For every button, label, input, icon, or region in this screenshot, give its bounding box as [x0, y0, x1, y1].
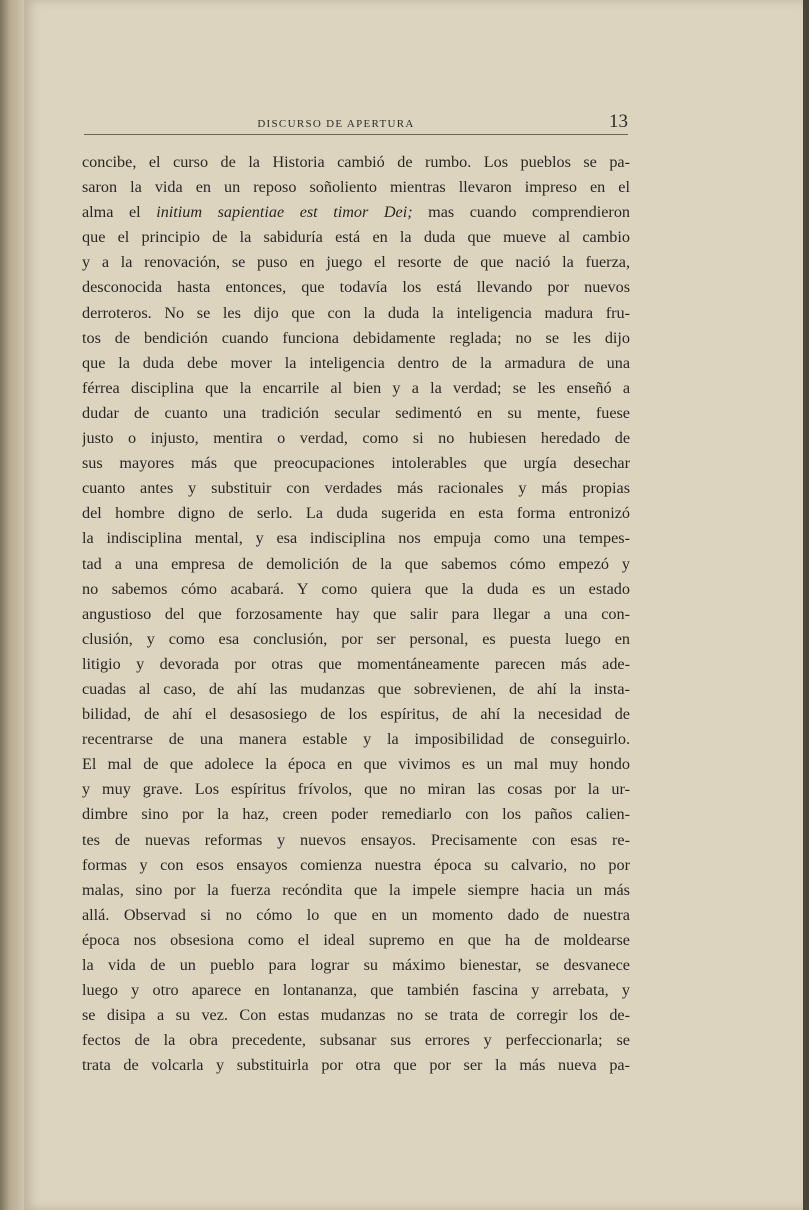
- scan-edge-right: [803, 0, 809, 1210]
- text-segment: alma el: [82, 203, 157, 222]
- text-line: [82, 401, 630, 426]
- text-segment: la indisciplina mental, y esa indisciplina nos empuja como una tempes-: [82, 529, 630, 548]
- text-line: [82, 501, 630, 526]
- text-segment: formas y con esos ensayos comienza nuestra época su calvario, no por: [82, 855, 630, 874]
- text-line: [82, 175, 630, 200]
- text-line: [82, 1053, 630, 1078]
- text-line: [82, 250, 630, 275]
- text-line: [82, 903, 630, 928]
- text-line: [82, 326, 630, 351]
- text-segment: allá. Observad si no cómo lo que en un momento dado de nuestra: [82, 905, 630, 924]
- scan-edge-left: [0, 0, 24, 1210]
- text-segment: la vida de un pueblo para lograr su máximo bienestar, se desvanece: [82, 956, 630, 974]
- text-line: [82, 301, 630, 326]
- text-segment: férrea disciplina que la encarrile al bien y a la verdad; se les enseñó a: [82, 378, 630, 397]
- text-line: [82, 978, 630, 1003]
- latin-quotation: initium sapientiae est timor Dei;: [156, 203, 413, 222]
- text-segment: sus mayores más que preocupaciones intolerables que urgía desechar: [82, 454, 630, 473]
- text-segment: luego y otro aparece en lontananza, que también fascina y arrebata, y: [82, 981, 630, 1000]
- text-segment: que el principio de la sabiduría está en la duda que mueve al cambio: [82, 228, 630, 247]
- text-line: [82, 677, 630, 702]
- text-line: [82, 928, 630, 953]
- text-segment: trata de volcarla y substituirla por otra que por ser la más nueva pa-: [82, 1056, 630, 1075]
- text-line: [82, 1003, 630, 1028]
- text-segment: cuadas al caso, de ahí las mudanzas que sobrevienen, de ahí la insta-: [82, 679, 630, 698]
- text-line: [82, 451, 630, 476]
- text-segment: dimbre sino por la haz, creen poder remediarlo con los paños calien-: [82, 805, 630, 824]
- text-line: [82, 752, 630, 777]
- text-segment: fectos de la obra precedente, subsanar sus errores y perfeccionarla; se: [82, 1031, 630, 1050]
- page-number: 13: [609, 111, 628, 132]
- text-segment: y muy grave. Los espíritus frívolos, que no miran las cosas por la ur-: [82, 780, 630, 799]
- text-segment: mas cuando comprendieron: [412, 203, 630, 222]
- running-header-title: DISCURSO DE APERTURA: [257, 118, 415, 130]
- text-segment: dudar de cuanto una tradición secular sedimentó en su mente, fuese: [82, 403, 630, 422]
- text-segment: tes de nuevas reformas y nuevos ensayos. Precisamente con esas re-: [82, 830, 630, 849]
- body-text: [82, 150, 630, 1078]
- text-segment: litigio y devorada por otras que momentáneamente parecen más ade-: [82, 654, 630, 673]
- text-segment: época nos obsesiona como el ideal supremo en que ha de moldearse: [82, 930, 630, 949]
- text-line: [82, 602, 630, 627]
- text-segment: recentrarse de una manera estable y la imposibilidad de conseguirlo.: [82, 730, 630, 749]
- text-line: [82, 225, 630, 250]
- text-line: [82, 426, 630, 451]
- text-line: [82, 476, 630, 501]
- text-segment: derroteros. No se les dijo que con la duda la inteligencia madura fru-: [82, 303, 630, 322]
- text-segment: saron la vida en un reposo soñoliento mientras llevaron impreso en el: [82, 178, 630, 197]
- running-header: [84, 108, 628, 135]
- text-segment: y a la renovación, se puso en juego el resorte de que nació la fuerza,: [82, 253, 630, 272]
- text-segment: clusión, y como esa conclusión, por ser personal, es puesta luego en: [82, 629, 630, 648]
- text-segment: bilidad, de ahí el desasosiego de los espíritus, de ahí la necesidad de: [82, 705, 630, 724]
- text-segment: malas, sino por la fuerza recóndita que la impele siempre hacia un más: [82, 880, 630, 899]
- text-line: [82, 828, 630, 853]
- text-line: [82, 802, 630, 827]
- text-line: [82, 777, 630, 802]
- text-segment: del hombre digno de serlo. La duda sugerida en esta forma entronizó: [82, 504, 630, 523]
- text-line: [82, 652, 630, 677]
- text-segment: justo o injusto, mentira o verdad, como si no hubiesen heredado de: [82, 429, 630, 448]
- text-segment: angustioso del que forzosamente hay que salir para llegar a una con-: [82, 604, 630, 623]
- text-segment: se disipa a su vez. Con estas mudanzas no se trata de corregir los de-: [82, 1006, 630, 1025]
- text-segment: desconocida hasta entonces, que todavía los está llevando por nuevos: [82, 278, 630, 297]
- text-segment: tad a una empresa de demolición de la que sabemos cómo empezó y: [82, 554, 630, 573]
- text-segment: cuanto antes y substituir con verdades más racionales y más propias: [82, 479, 630, 498]
- text-segment: no sabemos cómo acabará. Y como quiera que la duda es un estado: [82, 579, 630, 598]
- text-line: [82, 627, 630, 652]
- text-line: [82, 853, 630, 878]
- text-line: [82, 526, 630, 551]
- text-line: [82, 727, 630, 752]
- text-line: [82, 878, 630, 903]
- text-line: [82, 953, 630, 978]
- text-segment: tos de bendición cuando funciona debidamente reglada; no se les dijo: [82, 328, 630, 347]
- text-line: [82, 275, 630, 300]
- text-segment: que la duda debe mover la inteligencia dentro de la armadura de una: [82, 353, 630, 372]
- text-line: [82, 552, 630, 577]
- text-line: [82, 150, 630, 175]
- text-line: [82, 702, 630, 727]
- text-line: [82, 351, 630, 376]
- text-line: [82, 577, 630, 602]
- text-line: [82, 1028, 630, 1053]
- text-segment: El mal de que adolece la época en que vivimos es un mal muy hondo: [82, 755, 630, 774]
- text-line: [82, 200, 630, 225]
- text-line: [82, 376, 630, 401]
- text-segment: concibe, el curso de la Historia cambió de rumbo. Los pueblos se pa-: [82, 153, 630, 171]
